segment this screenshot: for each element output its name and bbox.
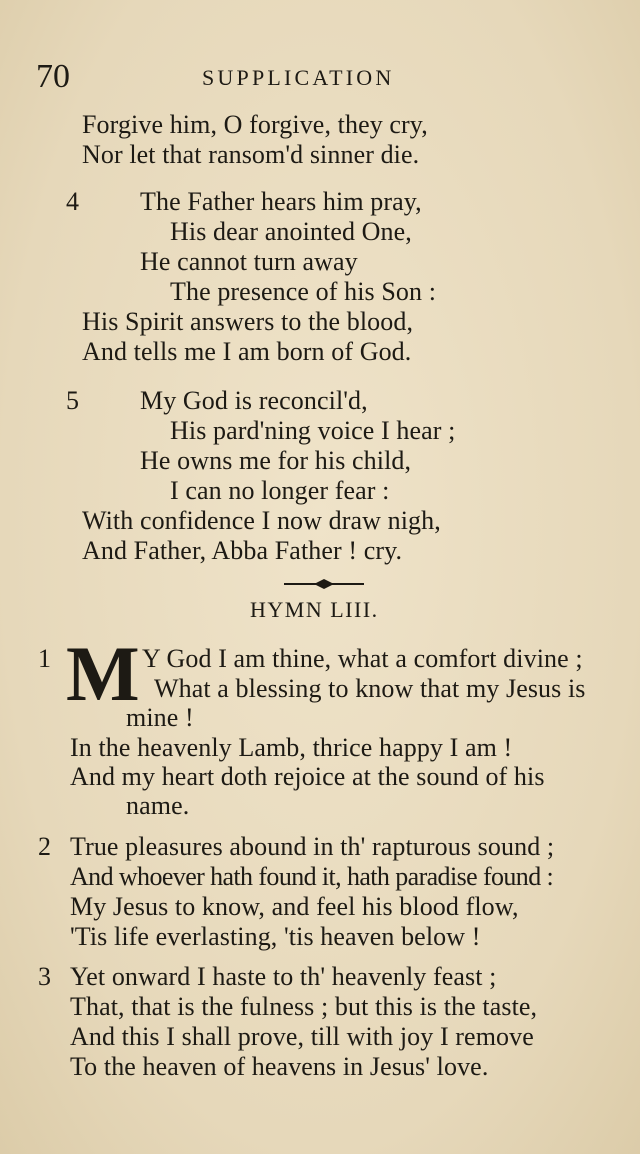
verse-line: And tells me I am born of God. xyxy=(82,337,412,366)
verse-line: Y God I am thine, what a comfort divine ; xyxy=(142,644,583,673)
verse-line: His pard'ning voice I hear ; xyxy=(170,416,456,445)
verse-line: mine ! xyxy=(126,703,194,732)
verse-line: His Spirit answers to the blood, xyxy=(82,307,414,336)
verse-line: In the heavenly Lamb, thrice happy I am ! xyxy=(70,733,513,762)
verse-line: The presence of his Son : xyxy=(170,277,437,306)
verse-line: That, that is the fulness ; but this is the taste, xyxy=(70,992,538,1021)
verse-line: To the heaven of heavens in Jesus' love. xyxy=(70,1052,489,1081)
verse-line: The Father hears him pray, xyxy=(140,187,422,216)
verse-line: And my heart doth rejoice at the sound of his xyxy=(70,762,545,791)
verse-line: And Father, Abba Father ! cry. xyxy=(82,536,403,565)
verse-number: 1 xyxy=(38,644,51,673)
drop-cap: M xyxy=(66,630,140,717)
verse-line: name. xyxy=(126,791,190,820)
stanza-number: 4 xyxy=(66,187,79,216)
hymn-title: HYMN LIII. xyxy=(250,597,379,622)
divider-ornament xyxy=(284,578,364,590)
verse-line: 'Tis life everlasting, 'tis heaven below ! xyxy=(70,922,481,951)
verse-line: I can no longer fear : xyxy=(170,476,390,505)
page-number: 70 xyxy=(36,58,70,95)
verse-line: Yet onward I haste to th' heavenly feast ; xyxy=(70,962,497,991)
verse-line: True pleasures abound in th' rapturous sound ; xyxy=(70,832,555,861)
verse-line: What a blessing to know that my Jesus is xyxy=(154,674,586,703)
stanza-number: 5 xyxy=(66,386,79,415)
verse-line: My God is reconcil'd, xyxy=(140,386,368,415)
verse-line: He owns me for his child, xyxy=(140,446,412,475)
verse-line: Nor let that ransom'd sinner die. xyxy=(82,140,420,169)
verse-line: He cannot turn away xyxy=(140,247,358,276)
verse-line: And whoever hath found it, hath paradise found : xyxy=(70,862,554,891)
running-title: SUPPLICATION xyxy=(202,65,395,90)
verse-line: With confidence I now draw nigh, xyxy=(82,506,441,535)
verse-line: My Jesus to know, and feel his blood flow, xyxy=(70,892,519,921)
verse-number: 3 xyxy=(38,962,51,991)
verse-line: And this I shall prove, till with joy I remove xyxy=(70,1022,534,1051)
verse-line: His dear anointed One, xyxy=(170,217,412,246)
verse-number: 2 xyxy=(38,832,51,861)
verse-line: Forgive him, O forgive, they cry, xyxy=(82,110,428,139)
